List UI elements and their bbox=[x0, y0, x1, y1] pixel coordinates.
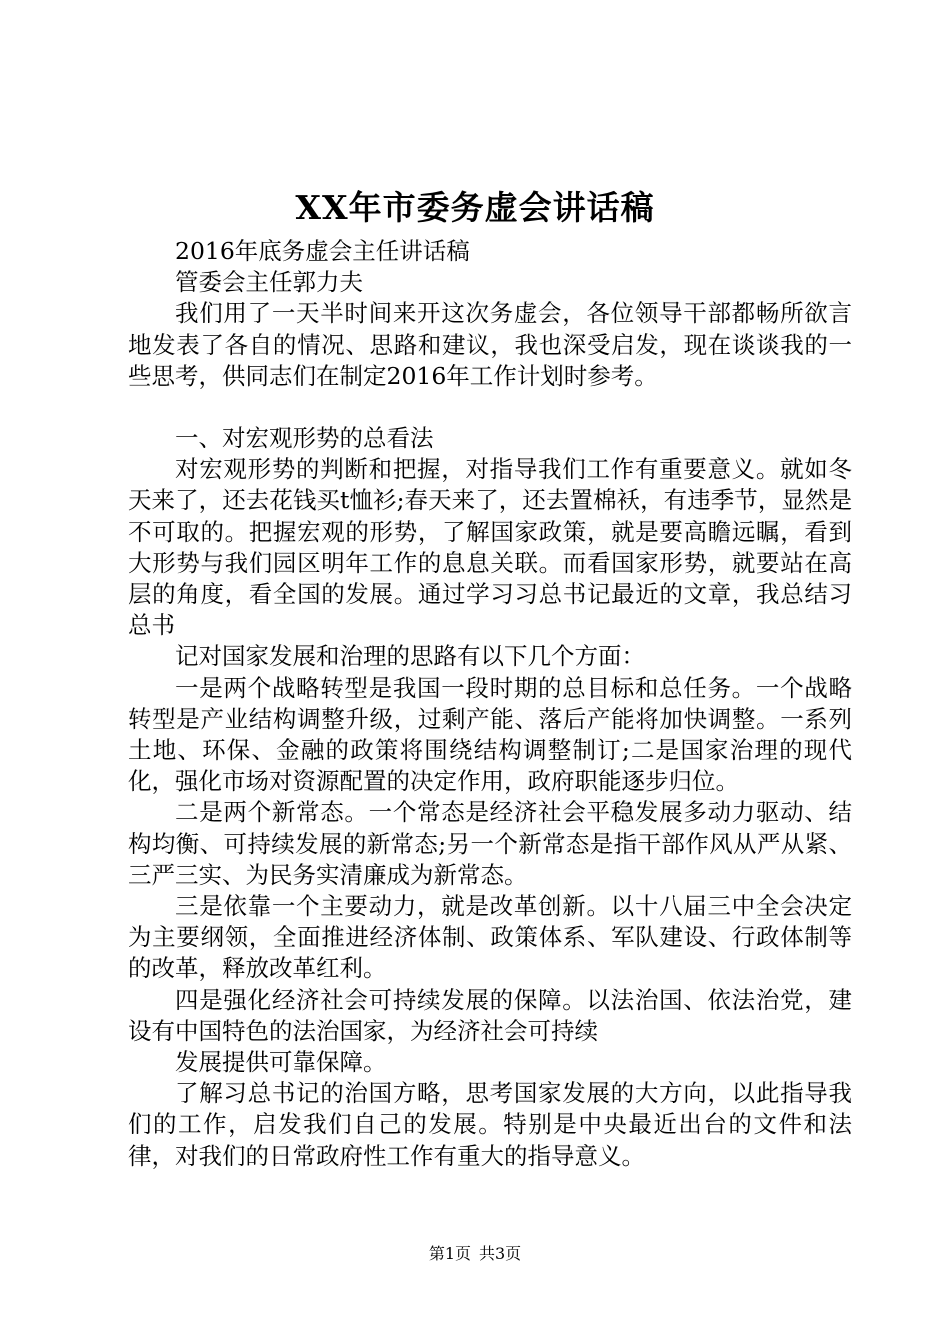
page-number-current: 第1页 bbox=[428, 1244, 471, 1263]
paragraph: 发展提供可靠保障。 bbox=[175, 1048, 387, 1077]
paragraph-speaker: 管委会主任郭力夫 bbox=[175, 268, 363, 297]
paragraph: 四是强化经济社会可持续发展的保障。以法治国、依法治党，建设有中国特色的法治国家，为经济社会可持续 bbox=[128, 985, 852, 1045]
page-footer bbox=[0, 1244, 950, 1264]
paragraph: 一是两个战略转型是我国一段时期的总目标和总任务。一个战略转型是产业结构调整升级，过剩产能、落后产能将加快调整。一系列土地、环保、金融的政策将围绕结构调整制订;二是国家治理的现代化，强化市场对资源配置的决定作用，政府职能逐步归位。 bbox=[128, 673, 852, 796]
paragraph-subtitle: 2016年底务虚会主任讲话稿 bbox=[175, 237, 470, 265]
document-body bbox=[128, 236, 852, 1172]
paragraph-intro: 我们用了一天半时间来开这次务虚会，各位领导干部都畅所欲言地发表了各自的情况、思路和建议，我也深受启发，现在谈谈我的一些思考，供同志们在制定2016年工作计划时参考。 bbox=[128, 299, 852, 390]
section-heading: 一、对宏观形势的总看法 bbox=[175, 424, 434, 453]
blank-line bbox=[128, 392, 852, 423]
page-number-total: 共3页 bbox=[479, 1244, 522, 1263]
paragraph: 三是依靠一个主要动力，就是改革创新。以十八届三中全会决定为主要纲领，全面推进经济体制、政策体系、军队建设、行政体制等的改革，释放改革红利。 bbox=[128, 892, 852, 983]
paragraph: 对宏观形势的判断和把握，对指导我们工作有重要意义。就如冬天来了，还去花钱买t恤衫;春天来了，还去置棉袄，有违季节，显然是不可取的。把握宏观的形势，了解国家政策，就是要高瞻远瞩，看到大形势与我们园区明年工作的息息关联。而看国家形势，就要站在高层的角度，看全国的发展。通过学习习总书记最近的文章，我总结习总书 bbox=[128, 455, 852, 640]
paragraph: 二是两个新常态。一个常态是经济社会平稳发展多动力驱动、结构均衡、可持续发展的新常态;另一个新常态是指干部作风从严从紧、三严三实、为民务实清廉成为新常态。 bbox=[128, 798, 852, 889]
paragraph: 记对国家发展和治理的思路有以下几个方面： bbox=[175, 642, 645, 671]
paragraph: 了解习总书记的治国方略，思考国家发展的大方向，以此指导我们的工作，启发我们自己的发展。特别是中央最近出台的文件和法律，对我们的日常政府性工作有重大的指导意义。 bbox=[128, 1079, 852, 1170]
document-title: XX年市委务虚会讲话稿 bbox=[295, 188, 655, 227]
